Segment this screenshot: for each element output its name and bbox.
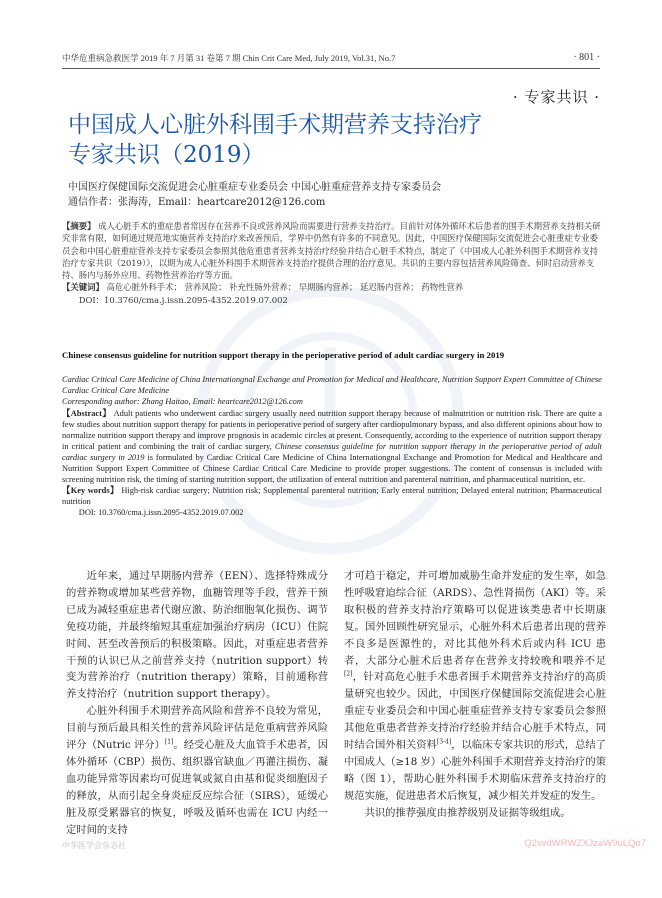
- body-text: ，以临床专家共识的形式，总结了中国成人（≥18 岁）心脏外科围手术期营养支持治疗的策略（图 1），帮助心脏外科围手术期临床营养支持治疗的规范实施，促进患者术后恢复，减少相关并发症的发生。: [344, 739, 607, 802]
- english-abstract-label: 【Abstract】: [62, 409, 112, 418]
- keywords-label: 【关键词】: [62, 282, 104, 293]
- chinese-abstract: [62, 220, 602, 306]
- english-abstract-text-1: Adult patients who underwent cardiac surgery usually need nutrition support therapy because of malnutrition or nutrition risk. There are quite a few studies about nutrition support therapy for patients in perioperative period of surgery after cardiopulmonary bypass, and also different opinions about how to normalize nutrition support therapy and improve prognosis in academic circles at present. Consequently, according to the experience of nutrition support therapy in critical patient and combining the trait of cardiac surgery,: [62, 409, 603, 451]
- publisher-watermark: 中华医学会杂志社: [62, 841, 126, 850]
- citation-ref[interactable]: [1]: [164, 738, 174, 746]
- english-keywords-text: High-risk cardiac surgery; Nutrition risk; Supplemental parenteral nutrition; Early enteral nutrition; Delayed enteral nutrition; Pharmaceutical nutrition: [62, 486, 602, 506]
- page-number: · 801 ·: [573, 52, 600, 63]
- author-organizations: 中国医疗保健国际交流促进会心脏重症专业委员会 中国心脏重症营养支持专家委员会: [68, 182, 442, 193]
- body-paragraph: [344, 568, 606, 805]
- article-title: [68, 110, 528, 170]
- keywords-text: 高危心脏外科手术； 营养风险； 补充性肠外营养； 早期肠内营养； 延迟肠内营养； 药物性营养: [103, 282, 464, 293]
- english-abstract-italic: Chinese consensus guideline for nutrition support therapy in the perioperative period of adult cardiac surgery in 2019: [62, 442, 602, 462]
- english-keywords-label: 【Key words】: [62, 486, 119, 495]
- english-title: Chinese consensus guideline for nutrition support therapy in the perioperative period of adult cardiac surgery in 2019: [62, 350, 505, 360]
- body-paragraph: 近年来，通过早期肠内营养（EEN）、选择特殊成分的营养物或增加某些营养物，血糖管理等手段，营养干预已成为减轻重症患者代谢应激、防治细胞氧化损伤、调节免疫功能，并最终缩短其重症加强治疗病房（ICU）住院时间、甚至改善预后的积极策略。因此，对重症患者营养干预的认识已从之前营养支持（nutrition support）转变为营养治疗（nutrition therapy）策略，目前通称营养支持治疗（nutrition support therapy）。: [66, 570, 328, 701]
- body-column-right: [344, 568, 606, 822]
- tracking-watermark: Q2xvdWRWZXJzaW9uLQo7: [524, 838, 646, 849]
- corresponding-author: 通信作者：张海涛，Email：heartcare2012@126.com: [68, 197, 326, 208]
- body-text: 。经受心脏及大血管手术患者，因体外循环（CBP）损伤、组织器官缺血／再灌注损伤、凝血功能异常等因素均可促进氧或氮自由基和促炎细胞因子的释放，从而引起全身炎症反应综合征（SIRS），延缓心脏及原受累器官的恢复，呼吸及循环也需在 ICU 内经一定时间的支持: [66, 739, 328, 836]
- author-block: [68, 180, 608, 210]
- body-paragraph: [66, 703, 328, 838]
- citation-ref[interactable]: [2]: [344, 671, 353, 679]
- english-author-block: [62, 374, 602, 407]
- title-line-2: 专家共识（2019）: [68, 142, 265, 168]
- english-abstract: [62, 408, 602, 518]
- body-text: ，针对高危心脏手术患者围手术期营养支持治疗的高质量研究也较少。因此，中国医疗保健国际交流促进会心脏重症专业委员会和中国心脏重症营养支持专家委员会参照其他危重患者营养支持治疗经验并结合心脏手术特点，同时结合国外相关资料: [344, 671, 606, 752]
- english-organizations: Cardiac Critical Care Medicine of China Internationgnal Exchange and Promotion for Medical and Healthcare, Nutrition Support Expert Committee of Chinese Cardiac Critical Care Medicine: [62, 375, 602, 395]
- running-header: [62, 52, 600, 64]
- header-divider: [62, 68, 600, 69]
- body-column-left: [66, 568, 328, 839]
- doi-zh: DOI：10.3760/cma.j.issn.2095-4352.2019.07.002: [78, 294, 288, 305]
- title-line-1: 中国成人心脏外科围手术期营养支持治疗: [68, 112, 482, 138]
- body-text: 心脏外科围手术期营养高风险和营养不良较为常见，目前与预后最具相关性的营养风险评估是危重病营养风险评分（Nutric 评分）: [66, 705, 328, 752]
- abstract-label: 【摘要】: [62, 221, 96, 231]
- doi-en: DOI: 10.3760/cma.j.issn.2095-4352.2019.07.002: [78, 508, 244, 517]
- citation-ref[interactable]: [3-4]: [436, 738, 452, 746]
- body-text: 才可趋于稳定，并可增加威胁生命并发症的发生率，如急性呼吸窘迫综合征（ARDS）、急性肾损伤（AKI）等。采取积极的营养支持治疗策略可以促进该类患者中长期康复。国外回顾性研究显示，心脏外科术后患者出现的营养不良多是医源性的，对比其他外科术后或内科 ICU 患者，大部分心脏术后患者存在营养支持较晚和喂养不足: [344, 570, 606, 667]
- section-label: · 专家共识 ·: [512, 88, 600, 106]
- abstract-text: 成人心脏手术的重症患者常因存在营养不良或营养风险而需要进行营养支持治疗。目前针对体外循环术后患者的围手术期营养支持相关研究非常有限，如何通过规范地实施营养支持治疗来改善预后，学界中仍然有许多的不同意见。因此，中国医疗保健国际交流促进会心脏重症专业委员会和中国心脏重症营养支持专家委员会参照其他危重患者营养支持治疗经验并结合心脏手术特点，制定了《中国成人心脏外科围手术期营养支持治疗专家共识（2019）》，以期为成人心脏外科围手术期营养支持治疗提供合理的治疗意见。共识的主要内容包括营养风险筛查、何时启动营养支持、肠内与肠外应用、药物性营养治疗等方面。: [62, 221, 601, 281]
- body-paragraph: 共识的推荐强度由推荐级别及证据等级组成。: [364, 806, 571, 819]
- english-abstract-text-2: is formulated by Cardiac Critical Care Medicine of China Internationgnal Exchange and Promotion for Medical and Healthcare and Nutrition Support Expert Committee of Chinese Cardiac Critical Care Medicine to provide proper suggestions. The content of consensus is included with screening nutrition risk, the timing of starting nutrition support, the utilization of enteral nutrition and parenteral nutrition, and pharmaceutical nutrition, etc.: [62, 453, 603, 484]
- journal-citation: 中华危重病急救医学 2019 年 7 月第 31 卷第 7 期 Chin Crit Care Med, July 2019, Vol.31, No.7: [62, 53, 396, 63]
- english-corresponding-author: Corresponding author: Zhang Haitao, Email: heartcare2012@126.com: [62, 397, 303, 406]
